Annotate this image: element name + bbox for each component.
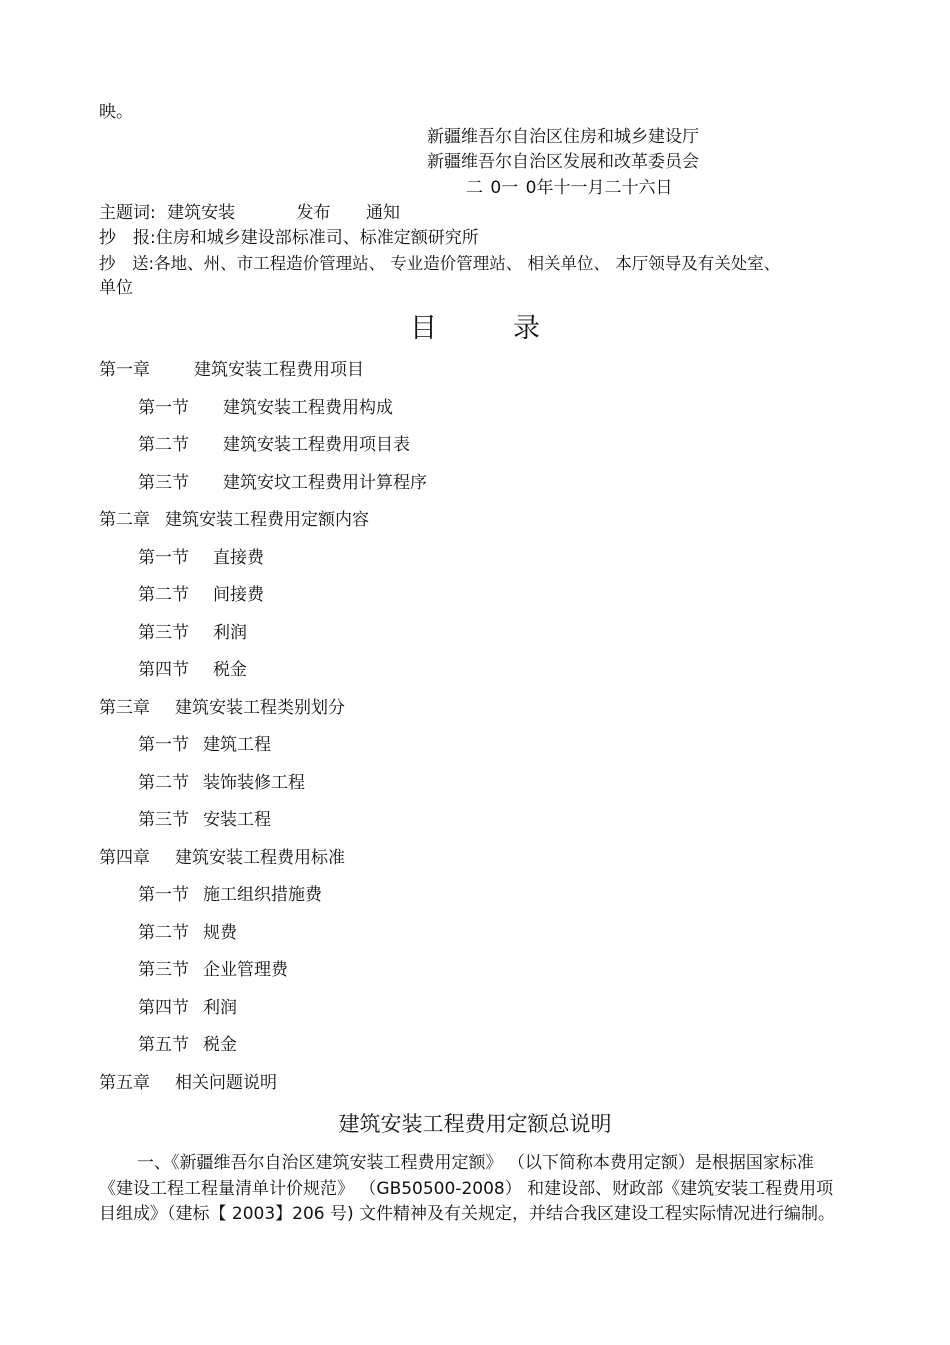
toc-section-line xyxy=(138,959,288,981)
toc-chapter-title: 建筑安装工程费用项目 xyxy=(194,360,364,380)
toc-section-label: 第二节 xyxy=(138,773,189,793)
toc-section-title: 建筑安坟工程费用计算程序 xyxy=(223,473,427,493)
toc-section-title: 建筑工程 xyxy=(203,735,271,755)
subject-word: 通知 xyxy=(365,203,400,223)
cc-send-value: 各地、州、市工程造价管理站、 专业造价管理站、 相关单位、 本厅领导及有关处室、 xyxy=(154,254,781,273)
toc-section-title: 安装工程 xyxy=(203,810,271,830)
toc-section-title: 企业管理费 xyxy=(203,960,288,980)
toc-section-title: 税金 xyxy=(203,1035,237,1055)
toc-chapter-label: 第一章 xyxy=(99,360,150,380)
toc-section-label: 第一节 xyxy=(138,398,189,418)
toc-chapter-label: 第二章 xyxy=(99,510,150,530)
toc-chapter-line xyxy=(99,1072,277,1094)
toc-chapter-label: 第三章 xyxy=(99,698,150,718)
toc-chapter-line xyxy=(99,509,369,531)
toc-section-line xyxy=(138,622,247,644)
toc-section-line xyxy=(138,434,410,456)
document-title: 建筑安装工程费用定额总说明 xyxy=(338,1112,612,1136)
toc-chapter-title: 建筑安装工程费用标准 xyxy=(175,848,345,868)
toc-section-line xyxy=(138,472,427,494)
toc-section-title: 装饰装修工程 xyxy=(203,773,305,793)
toc-section-label: 第三节 xyxy=(138,473,189,493)
top-fragment: 映。 xyxy=(99,102,133,122)
toc-title-char: 目 xyxy=(410,313,437,344)
toc-section-line xyxy=(138,547,264,569)
toc-section-label: 第三节 xyxy=(138,960,189,980)
toc-section-label: 第三节 xyxy=(138,810,189,830)
subject-word: 发布 xyxy=(296,203,331,223)
toc-section-line xyxy=(138,659,247,681)
toc-chapter-label: 第五章 xyxy=(99,1073,150,1093)
toc-section-line xyxy=(138,884,322,906)
toc-section-line xyxy=(138,809,271,831)
toc-section-label: 第一节 xyxy=(138,885,189,905)
toc-section-line xyxy=(138,397,393,419)
toc-section-label: 第二节 xyxy=(138,923,189,943)
toc-chapter-title: 建筑安装工程类别划分 xyxy=(175,698,345,718)
toc-section-label: 第一节 xyxy=(138,735,189,755)
toc-section-title: 规费 xyxy=(203,923,237,943)
intro-paragraph: 一、《新疆维吾尔自治区建筑安装工程费用定额》 （以下简称本费用定额）是根据国家标准《建设工程工程量清单计价规范》 （GB50500-2008） 和建设部、财政部《建筑安装工程费用项目组成》（建标【 2003】206 号) 文件精神及有关规定，并结合我区建设工程实际情况进行编制。 xyxy=(99,1153,836,1224)
cc-send-continuation: 单位 xyxy=(99,278,133,298)
toc-chapter-label: 第四章 xyxy=(99,848,150,868)
toc-section-label: 第五节 xyxy=(138,1035,189,1055)
toc-section-label: 第一节 xyxy=(138,548,189,568)
cc-send-line xyxy=(99,253,780,275)
issue-date: 二 0一 0年十一月二十六日 xyxy=(466,178,673,198)
toc-section-title: 直接费 xyxy=(213,548,264,568)
subject-label: 主题词: xyxy=(99,203,156,223)
toc-section-title: 施工组织措施费 xyxy=(203,885,322,905)
subject-words-line xyxy=(99,202,400,224)
toc-section-title: 利润 xyxy=(203,998,237,1018)
toc-chapter-title: 相关问题说明 xyxy=(175,1073,277,1093)
cc-send-label: 抄 送: xyxy=(99,254,155,273)
toc-section-line xyxy=(138,997,237,1019)
toc-section-label: 第二节 xyxy=(138,585,189,605)
toc-title-char: 录 xyxy=(513,313,540,344)
toc-section-line xyxy=(138,734,271,756)
toc-section-label: 第四节 xyxy=(138,660,189,680)
cc-report-line xyxy=(99,227,479,249)
toc-section-title: 利润 xyxy=(213,623,247,643)
toc-chapter-title: 建筑安装工程费用定额内容 xyxy=(165,510,369,530)
subject-word: 建筑安装 xyxy=(167,203,236,223)
toc-title xyxy=(0,314,950,344)
cc-report-value: 住房和城乡建设部标准司、标准定额研究所 xyxy=(155,228,479,248)
toc-section-label: 第二节 xyxy=(138,435,189,455)
toc-section-line xyxy=(138,1034,237,1056)
issuer-housing-dept: 新疆维吾尔自治区住房和城乡建设厅 xyxy=(427,127,699,147)
toc-section-title: 间接费 xyxy=(213,585,264,605)
toc-chapter-line xyxy=(99,697,345,719)
toc-section-title: 建筑安装工程费用项目表 xyxy=(223,435,410,455)
toc-section-line xyxy=(138,584,264,606)
toc-section-label: 第三节 xyxy=(138,623,189,643)
toc-section-title: 税金 xyxy=(213,660,247,680)
issuer-development-commission: 新疆维吾尔自治区发展和改革委员会 xyxy=(427,152,699,172)
toc-section-line xyxy=(138,772,305,794)
toc-chapter-line xyxy=(99,359,364,381)
toc-chapter-line xyxy=(99,847,345,869)
toc-section-label: 第四节 xyxy=(138,998,189,1018)
cc-report-label: 抄 报: xyxy=(99,228,156,248)
toc-section-title: 建筑安装工程费用构成 xyxy=(223,398,393,418)
toc-section-line xyxy=(138,922,237,944)
